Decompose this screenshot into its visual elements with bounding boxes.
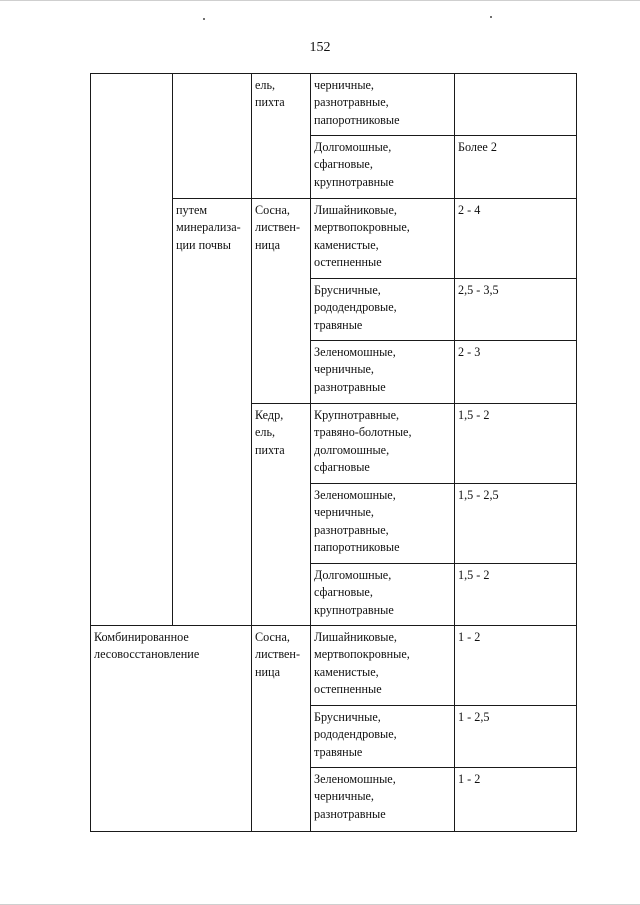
forest-type-cell: Лишайниковые, мертвопокровные, каменистые, остепненные [311,626,455,706]
forest-type-cell: черничные, разнотравные, папоротниковые [311,74,455,136]
species-cell: Кедр, ель, пихта [252,404,311,626]
forest-type-cell: Долгомошные, сфагновые, крупнотравные [311,564,455,626]
value-cell: 1,5 - 2 [455,404,577,484]
table-row [91,74,577,136]
forest-type-cell: Брусничные, рододендровые, травяные [311,279,455,341]
value-cell: 1,5 - 2 [455,564,577,626]
method-cell [91,74,173,626]
species-cell: Сосна, листвен- ница [252,626,311,832]
submethod-cell [173,74,252,199]
value-cell: 1,5 - 2,5 [455,484,577,564]
scan-speck [203,18,205,20]
submethod-cell: путем минерализа- ции почвы [173,199,252,626]
method-cell: Комбинированное лесовосстановление [91,626,252,832]
scan-speck [490,16,492,18]
forest-type-cell: Зеленомошные, черничные, разнотравные [311,341,455,404]
table-row [91,626,577,706]
value-cell: 2,5 - 3,5 [455,279,577,341]
forest-type-cell: Зеленомошные, черничные, разнотравные [311,768,455,832]
value-cell: 1 - 2 [455,768,577,832]
reforestation-table [90,73,577,832]
value-cell: 1 - 2,5 [455,706,577,768]
value-cell: 2 - 3 [455,341,577,404]
forest-type-cell: Зеленомошные, черничные, разнотравные, папоротниковые [311,484,455,564]
species-cell: Сосна, листвен- ница [252,199,311,404]
species-cell: ель, пихта [252,74,311,199]
value-cell: Более 2 [455,136,577,199]
value-cell [455,74,577,136]
forest-type-cell: Брусничные, рододендровые, травяные [311,706,455,768]
page-number: 152 [309,40,331,55]
value-cell: 2 - 4 [455,199,577,279]
value-cell: 1 - 2 [455,626,577,706]
page-top-edge [0,0,640,1]
forest-type-cell: Крупнотравные, травяно-болотные, долгомошные, сфагновые [311,404,455,484]
forest-type-cell: Долгомошные, сфагновые, крупнотравные [311,136,455,199]
forest-type-cell: Лишайниковые, мертвопокровные, каменистые, остепненные [311,199,455,279]
